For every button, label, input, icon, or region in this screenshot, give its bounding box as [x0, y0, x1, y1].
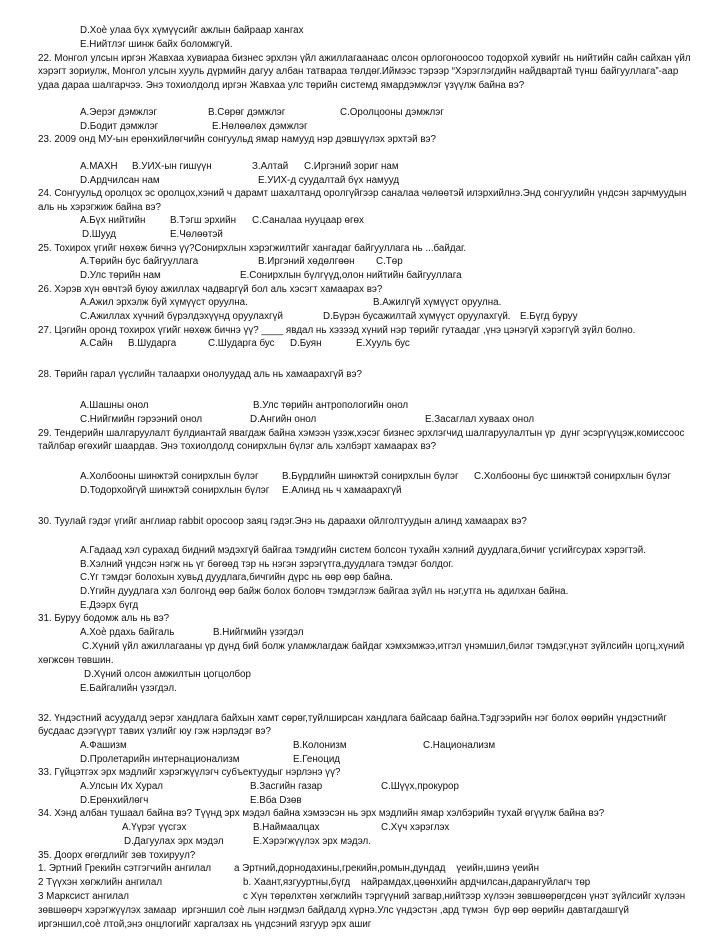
- option-32-a: A.Фашизм: [80, 740, 127, 751]
- option-23-e: E.УИХ-д суудалтай бүх намууд: [258, 175, 400, 186]
- option-21-e: E.Нийтлэг шинж байх боломжгүй.: [80, 39, 233, 50]
- option-22-c: C.Оролцооны дэмжлэг: [340, 107, 444, 118]
- option-34-e: E.Хэрэгжүүлэх эрх мэдэл.: [253, 836, 371, 847]
- option-21-d: D.Хоѐ улаа бүх хүмүүсийг ажлын байраар хангах: [80, 25, 304, 36]
- match-left-2: 2 Түүхэн хөгжлийн ангилал: [38, 877, 163, 888]
- question-22-text: удаа дараа шалгарчээ. Энэ тохиолдолд иргэн Жавхаа улс төрийн системд ямардэмжлэг үзүүлж байна вэ?: [38, 80, 525, 91]
- question-26-text: 26. Хэрэв хүн өвчтэй буюу ажиллах чадваргүй бол аль хэсэгт хамаарах вэ?: [38, 284, 383, 295]
- option-23-a: A.МАХН: [80, 161, 118, 172]
- option-23-c: C.Иргэний зориг нам: [304, 161, 399, 172]
- option-23-d: D.Ардчилсан нам: [80, 175, 160, 186]
- option-31-c: C.Хүний үйл ажиллагааны үр дүнд бий болж уламжлагдаж байдаг хэмхэмжээ,итгэл үнэмшил,билэг тэмдэг,үнэт зүйлсийн цогц,хүний: [82, 641, 685, 652]
- option-33-d: D.Ерөнхийлөгч: [80, 795, 149, 806]
- option-32-d: D.Пролетарийн интернационализм: [80, 754, 240, 765]
- option-34-d: D.Дагуулах эрх мэдэл: [124, 836, 224, 847]
- option-26-e: E.Бүгд буруу: [520, 311, 578, 322]
- option-27-e: E.Хууль бус: [356, 338, 410, 349]
- option-24-b: B.Тэгш эрхийн: [170, 215, 236, 226]
- question-28-text: 28. Төрийн гарал үүслийн талаархи онолуудад аль нь хамаарахгүй вэ?: [38, 369, 362, 380]
- question-29-text: 29. Тендерийн шалгаруулалт булдиантай явагдаж байна хэмээн үзэж,хэсэг бизнес эрхлэгчид шалгаруулалтын үр дүнг эсэргүүцэж,комиссоос: [38, 428, 685, 439]
- option-34-c: C.Хүч хэрэглэх: [381, 822, 450, 833]
- match-right-b: b. Хаант,язгууртны,бүгд найрамдах,цөөнхийн ардчилсан,дарангуйлагч төр: [243, 877, 591, 888]
- option-29-a: A.Холбооны шинжтэй сонирхлын бүлэг: [80, 471, 259, 482]
- question-24-text: аль нь хэрэгжиж байна вэ?: [38, 202, 161, 213]
- question-29-text: тайлбар өгөхийг шаардав. Энэ тохиолдолд сонирхлын бүлэг аль хэлбэрт хамаарах вэ?: [38, 441, 437, 452]
- option-32-c: C.Национализм: [423, 740, 496, 751]
- option-22-d: D.Бодит дэмжлэг: [80, 121, 159, 132]
- option-34-b: B.Наймаалцах: [253, 822, 320, 833]
- option-33-a: A.Улсын Их Хурал: [80, 781, 163, 792]
- question-25-text: 25. Тохирох үгийг нөхөж бичнэ үү?Сонирхлын хэрэгжилтийг хангадаг байгууллага нь ...байдаг.: [38, 243, 467, 254]
- option-25-e: E.Сонирхлын бүлгүүд,олон нийтийн байгууллага: [240, 270, 462, 281]
- question-34-text: 34. Хэнд албан тушаал байна вэ? Түүнд эрх мэдэл байна хэмээсэн нь эрх мэдлийн ямар хэлбэрийн тухай өгүүлж байна вэ?: [38, 808, 605, 819]
- match-left-1: 1. Эртний Грекийн сэтгэгчийн ангилал: [38, 863, 212, 874]
- option-28-b: B.Улс төрийн антропологийн онол: [253, 400, 409, 411]
- option-30-c: C.Үг тэмдэг болохын хувьд дуудлага,бичгийн дүрс нь өөр өөр байна.: [80, 572, 393, 583]
- option-26-a: A.Ажил эрхэлж буй хүмүүст оруулна.: [80, 297, 248, 308]
- option-30-d: D.Үгийн дуудлага хэл болгонд өөр байж болох боловч тэмдэглэж байгаа зүйл нь нэг,утга нь адилхан байна.: [80, 586, 569, 597]
- option-31-b: B.Нийгмийн үзэгдэл: [213, 627, 304, 638]
- match-left-3: 3 Марксист ангилал: [38, 891, 129, 902]
- option-31-d: D.Хүний олсон амжилтын цогцолбор: [84, 669, 251, 680]
- option-28-d: D.Ангийн онол: [250, 414, 317, 425]
- question-31-text: 31. Буруу бодомж аль нь вэ?: [38, 613, 170, 624]
- option-28-a: A.Шашны онол: [80, 400, 149, 411]
- option-30-a: A.Гадаад хэл сурахад бидний мэдэхгүй байгаа тэмдгийн систем болсон тухайн хэлний дуудлага,бичиг үсгийгсурах хэрэгтэй.: [80, 545, 646, 556]
- option-22-a: A.Эерэг дэмжлэг: [80, 107, 157, 118]
- option-29-c: C.Холбооны бус шинжтэй сонирхлын бүлэг: [474, 471, 671, 482]
- option-33-b: B.Засгийн газар: [250, 781, 323, 792]
- option-34-a: A.Үүрэг үүсгэх: [122, 822, 187, 833]
- option-30-b: B.Хэлний үндсэн нэгж нь үг бөгөөд тэр нь нэгэн зэрэгүтга,дуудлага тэмдэг болдог.: [80, 559, 454, 570]
- option-28-e: E.Засаглал хуваах онол: [425, 414, 535, 425]
- option-29-d: D.Тодорхойгүй шинжтэй сонирхлын бүлэг: [80, 485, 270, 496]
- option-28-c: C.Нийгмийн гэрээний онол: [80, 414, 203, 425]
- question-30-text: 30. Туулай гэдэг үгийг англиар rabbit оросоор заяц гэдэг.Энэ нь дараахи ойлголтуудын алинд хамаарах вэ?: [38, 516, 527, 527]
- option-25-c: C.Төр: [376, 256, 403, 267]
- option-24-c: C.Саналаа нууцаар өгөх: [252, 215, 364, 226]
- option-25-b: B.Иргэний хөдөлгөөн: [258, 256, 355, 267]
- question-24-text: 24. Сонгуульд оролцох эс оролцох,хэний ч дарамт шахалтанд оролгүйгээр саналаа чөлөөтэй илэрхийлнэ.Энд сонгуулийн үндсэн зарчмуудын: [38, 188, 687, 199]
- option-32-e: E.Геноцид: [293, 754, 341, 765]
- option-31-e: E.Байгалийн үзэгдэл.: [80, 683, 177, 694]
- option-22-b: B.Сөрөг дэмжлэг: [208, 107, 286, 118]
- option-23-extra: З.Алтай: [252, 161, 289, 172]
- option-31-c-continued: хөгжсөн төвшин.: [38, 655, 114, 666]
- option-29-b: B.Бүрдлийн шинжтэй сонирхлын бүлэг: [282, 471, 459, 482]
- option-30-e: E.Дээрх бүгд: [80, 600, 139, 611]
- option-26-d: D.Бүрэн бусажилтай хүмүүст оруулахгүй.: [323, 311, 511, 322]
- option-24-e: E.Чөлөөтэй: [170, 229, 223, 240]
- question-35-text: 35. Доорх өгөгдлийг зөв тохируул?: [38, 850, 196, 861]
- option-33-e: E.Вба Dзөв: [250, 795, 302, 806]
- option-26-b: B.Ажилгүй хүмүүст оруулна.: [373, 297, 502, 308]
- option-32-b: B.Колонизм: [293, 740, 347, 751]
- option-27-d: D.Буян: [290, 338, 322, 349]
- question-32-text: 32. Үндэстний асуудалд эерэг хандлага байхын хамт сөрөг,туйлширсан хандлага байсаар байна.Тэдгээрийн нэг болох өөрийн үндэстнийг: [38, 713, 667, 724]
- option-23-b: B.УИХ-ын гишүүн: [132, 161, 212, 172]
- option-29-e: E.Алинд нь ч хамаарахгүй: [282, 485, 402, 496]
- match-right-c-continued: зөвшөөрч хэрэгжүүлэх замаар иргэншил соѐ лын нэгдмэл байдалд хүрнэ.Улс үндэстэн ,ард түмэн бүр өөр өөрийн давтагдашгүй: [38, 905, 629, 916]
- option-27-c: C.Шударга бус: [208, 338, 275, 349]
- option-27-b: B.Шударга: [128, 338, 177, 349]
- option-33-c: C.Шүүх,прокурор: [381, 781, 459, 792]
- option-24-a: A.Бүх нийтийн: [80, 215, 146, 226]
- option-22-e: E.Нөлөөлөх дэмжлэг: [212, 121, 308, 132]
- match-right-a: a Эртний,дорнодахины,грекийн,ромын,дундад үеийн,шинэ үеийн: [234, 863, 539, 874]
- option-27-a: A.Сайн: [80, 338, 113, 349]
- option-31-a: A.Хоѐ рдахь байгаль: [80, 627, 175, 638]
- question-23-text: 23. 2009 онд МУ-ын ерөнхийлөгчийн сонгуульд ямар намууд нэр дэвшүүлэх эрхтэй вэ?: [38, 134, 436, 145]
- option-24-d: D.Шууд: [82, 229, 116, 240]
- match-right-c-continued: иргэншил,соѐ лтой,энэ онцлогийг харгалзах нь үндсэний язгуур эрх ашиг: [38, 919, 372, 930]
- question-32-text: бусдаас дээгүүрт тавих үзлийг юу гэж нэрлэдэг вэ?: [38, 726, 271, 737]
- question-27-text: 27. Цэгийн оронд тохирох үгийг нөхөж бичнэ үү? ____ явдал нь хэзээд хүний нэр төрийг гутаадаг ,үнэ цэнэгүй хэрэггүй зүйл болно.: [38, 325, 636, 336]
- question-22-text: хэрэгт зориулж, Монгол улсын хууль дүрмийн дагуу албан татвараа төлдөг.Иймээс тэрээр “Хэрэглэгдийн найдвартай түнш байгууллага”-аар: [38, 66, 679, 77]
- question-22-text: 22. Монгол улсын иргэн Жавхаа хувиараа бизнес эрхлэн үйл ажиллагаанаас олсон орлогоноосоо тодорхой хувийг нь нийтийн сайн сайхан үйл: [38, 53, 691, 64]
- option-25-a: A.Төрийн бус байгууллага: [80, 256, 199, 267]
- question-33-text: 33. Гүйцэтгэх эрх мэдлийг хэрэгжүүлэгч субъектуудыг нэрлэнэ үү?: [38, 767, 341, 778]
- option-25-d: D.Улс төрийн нам: [80, 270, 161, 281]
- match-right-c: c Хүн төрөлхтөн хөгжлийн тэргүүний загвар,нийтээр хүлээн зөвшөөрөгдсөн үнэт зүйлсийг хүлээн: [243, 891, 686, 902]
- option-26-c: C.Ажиллах хүчний бүрэлдэхүүнд оруулахгүй: [80, 311, 283, 322]
